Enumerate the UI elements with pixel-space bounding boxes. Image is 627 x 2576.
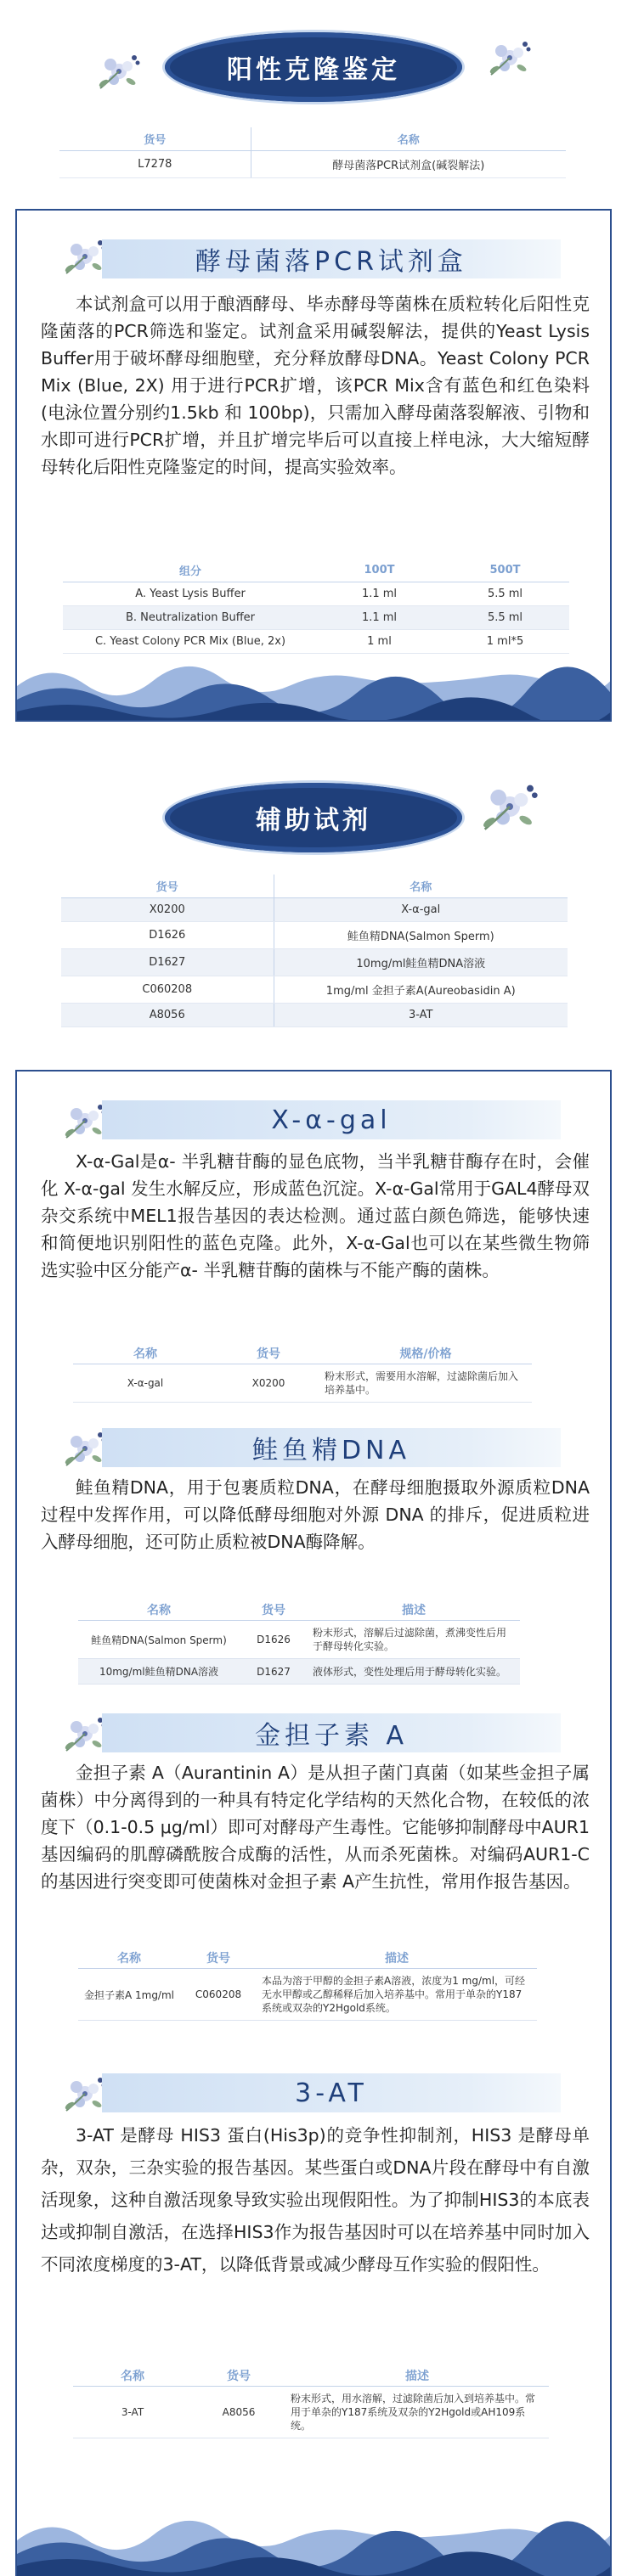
aux-banner	[165, 783, 462, 852]
table-cell: 液体形式，变性处理后用于酵母转化实验。	[308, 1659, 520, 1685]
table-cell: 5.5 ml	[441, 582, 569, 606]
wave-decoration	[17, 2506, 612, 2576]
table-row	[61, 922, 568, 949]
column-header: 货号	[59, 127, 251, 151]
salmon-table	[78, 1600, 520, 1685]
aux-table	[61, 875, 568, 1027]
table-cell: X0200	[217, 1364, 319, 1403]
at3-description: 3-AT 是酵母 HIS3 蛋白(His3p)的竞争性抑制剂，HIS3 是酵母单杂，双杂，三杂实验的报告基因。某些蛋白或DNA片段在酵母中有自激活现象，这种自激活现象导致实验出现假阳性。为了抑制HIS3的本底表达或抑制自激活，在选择HIS3作为报告基因时可以在培养基中同时加入不同浓度梯度的3-AT，以降低背景或减少酵母互作实验的假阳性。	[41, 2125, 590, 2275]
table-cell: A. Yeast Lysis Buffer	[63, 582, 318, 606]
table-cell: 鲑鱼精DNA(Salmon Sperm)	[274, 922, 568, 949]
table-cell: 鲑鱼精DNA(Salmon Sperm)	[78, 1621, 240, 1659]
table-cell: C. Yeast Colony PCR Mix (Blue, 2x)	[63, 630, 318, 654]
table-row	[63, 630, 569, 654]
column-header: 名称	[121, 2370, 144, 2383]
column-header: 货号	[206, 1952, 230, 1966]
table-cell: A8056	[192, 2387, 285, 2438]
header-banner	[165, 32, 462, 102]
flower-decoration-icon	[93, 46, 144, 97]
table-cell: 粉末形式，用水溶解，过滤除菌后加入到培养基中。常用于单杂的Y187系统及双杂的Y2Hgold或AH109系统。	[285, 2387, 549, 2438]
xgal-title-bar	[102, 1100, 561, 1139]
header-title: 阳性克隆鉴定	[227, 55, 400, 85]
table-cell: 5.5 ml	[441, 606, 569, 630]
xgal-table	[73, 1343, 532, 1403]
table-cell: 金担子素A 1mg/ml	[78, 1969, 180, 2021]
column-header: 名称	[147, 1604, 171, 1617]
table-cell: 1 ml*5	[441, 630, 569, 654]
column-header: 货号	[257, 1347, 280, 1361]
pcr-kit-title: 酵母菌落PCR试剂盒	[195, 247, 467, 277]
column-header: 货号	[262, 1604, 285, 1617]
table-cell: X-α-gal	[274, 898, 568, 922]
table-cell: 10mg/ml鲑鱼精DNA溶液	[274, 949, 568, 976]
column-header: 名称	[133, 1347, 157, 1361]
header-table	[59, 127, 566, 178]
table-row	[61, 1004, 568, 1027]
table-cell: 3-AT	[274, 1004, 568, 1027]
salmon-title: 鲑鱼精DNA	[251, 1436, 411, 1465]
table-cell: 10mg/ml鲑鱼精DNA溶液	[78, 1659, 240, 1685]
column-header: 货号	[227, 2370, 251, 2383]
table-row	[63, 606, 569, 630]
at3-title: 3-AT	[295, 2078, 368, 2108]
pcr-kit-title-bar	[102, 239, 561, 278]
salmon-description: 鲑鱼精DNA，用于包裹质粒DNA，在酵母细胞摄取外源质粒DNA过程中发挥作用，可以降低酵母细胞对外源 DNA 的排斥，促进质粒进入酵母细胞，还可防止质粒被DNA酶降解。	[41, 1477, 590, 1552]
table-cell: 粉末形式，溶解后过滤除菌，煮沸变性后用于酵母转化实验。	[308, 1621, 520, 1659]
table-row	[61, 949, 568, 976]
details-panel	[15, 1070, 612, 2576]
pcr-kit-panel	[15, 209, 612, 722]
flower-decoration-icon	[484, 32, 535, 83]
table-cell: L7278	[59, 151, 251, 178]
table-row	[73, 2387, 549, 2438]
aba-description: 金担子素 A（Aurantinin A）是从担子菌门真菌（如某些金担子属菌株）中分离得到的一种具有特定化学结构的天然化合物，在较低的浓度下（0.1-0.5 μg/ml）即可对酵母产生毒性。它能够抑制酵母中AUR1基因编码的肌醇磷酰胺合成酶的活性，从而杀死菌株。对编码AUR1-C的基因进行突变即可使菌株对金担子素 A产生抗性，常用作报告基因。	[41, 1763, 590, 1892]
table-cell: A8056	[61, 1004, 274, 1027]
salmon-title-bar	[102, 1428, 561, 1467]
table-cell: 酵母菌落PCR试剂盒(碱裂解法)	[251, 151, 566, 178]
column-header: 100T	[318, 559, 441, 582]
table-cell: D1626	[240, 1621, 308, 1659]
table-row	[61, 976, 568, 1004]
flower-decoration-icon	[476, 773, 544, 841]
column-header: 组分	[63, 559, 318, 582]
at3-table	[73, 2365, 549, 2438]
table-cell: C060208	[180, 1969, 257, 2021]
table-row	[59, 151, 566, 178]
aba-title-bar	[102, 1713, 561, 1752]
column-header: 名称	[274, 875, 568, 898]
table-row	[78, 1969, 537, 2021]
aba-title: 金担子素 A	[254, 1721, 409, 1751]
aux-title: 辅助试剂	[256, 806, 371, 835]
table-cell: D1626	[61, 922, 274, 949]
xgal-description: X-α-Gal是α- 半乳糖苷酶的显色底物，当半乳糖苷酶存在时，会催化 X-α-gal 发生水解反应，形成蓝色沉淀。X-α-Gal常用于GAL4酵母双杂交系统中MEL1报告基因的表达检测。通过蓝白颜色筛选，能够快速和简便地识别阳性的蓝色克隆。此外，X-α-Gal也可以在某些微生物筛选实验中区分能产α- 半乳糖苷酶的菌株与不能产酶的菌株。	[41, 1151, 590, 1280]
column-header: 描述	[405, 2370, 429, 2383]
table-cell: 3-AT	[73, 2387, 192, 2438]
table-row	[61, 898, 568, 922]
table-cell: 粉末形式，需要用水溶解，过滤除菌后加入培养基中。	[319, 1364, 532, 1403]
table-cell: 1.1 ml	[318, 606, 441, 630]
table-row	[73, 1364, 532, 1403]
table-cell: C060208	[61, 976, 274, 1004]
column-header: 500T	[441, 559, 569, 582]
column-header: 规格/价格	[399, 1347, 452, 1361]
xgal-title: X-α-gal	[271, 1105, 392, 1135]
table-cell: 1mg/ml 金担子素A(Aureobasidin A)	[274, 976, 568, 1004]
table-cell: 1.1 ml	[318, 582, 441, 606]
column-header: 名称	[251, 127, 566, 151]
table-cell: X0200	[61, 898, 274, 922]
table-cell: B. Neutralization Buffer	[63, 606, 318, 630]
table-cell: 1 ml	[318, 630, 441, 654]
table-row	[63, 582, 569, 606]
table-row	[78, 1659, 520, 1685]
at3-title-bar	[102, 2073, 561, 2112]
table-cell: X-α-gal	[73, 1364, 217, 1403]
pcr-kit-table	[63, 559, 569, 654]
table-cell: 本品为溶于甲醇的金担子素A溶液，浓度为1 mg/ml，可经无水甲醇或乙醇稀释后加入培养基中。常用于单杂的Y187系统或双杂的Y2Hgold系统。	[257, 1969, 537, 2021]
wave-decoration	[17, 652, 612, 722]
column-header: 名称	[117, 1952, 141, 1966]
pcr-kit-description: 本试剂盒可以用于酿酒酵母、毕赤酵母等菌株在质粒转化后阳性克隆菌落的PCR筛选和鉴定。试剂盒采用碱裂解法，提供的Yeast Lysis Buffer用于破坏酵母细胞壁，充分释放酵母DNA。Yeast Colony PCR Mix (Blue, 2X) 用于进行PCR扩增，该PCR Mix含有蓝色和红色染料(电泳位置分别约1.5kb 和 100bp)，只需加入酵母菌落裂解液、引物和水即可进行PCR扩增，并且扩增完毕后可以直接上样电泳，大大缩短酵母转化后阳性克隆鉴定的时间，提高实验效率。	[41, 294, 590, 477]
aba-table	[78, 1948, 537, 2021]
table-cell: D1627	[61, 949, 274, 976]
table-cell: D1627	[240, 1659, 308, 1685]
table-row	[78, 1621, 520, 1659]
column-header: 描述	[402, 1604, 426, 1617]
column-header: 货号	[61, 875, 274, 898]
column-header: 描述	[385, 1952, 409, 1966]
